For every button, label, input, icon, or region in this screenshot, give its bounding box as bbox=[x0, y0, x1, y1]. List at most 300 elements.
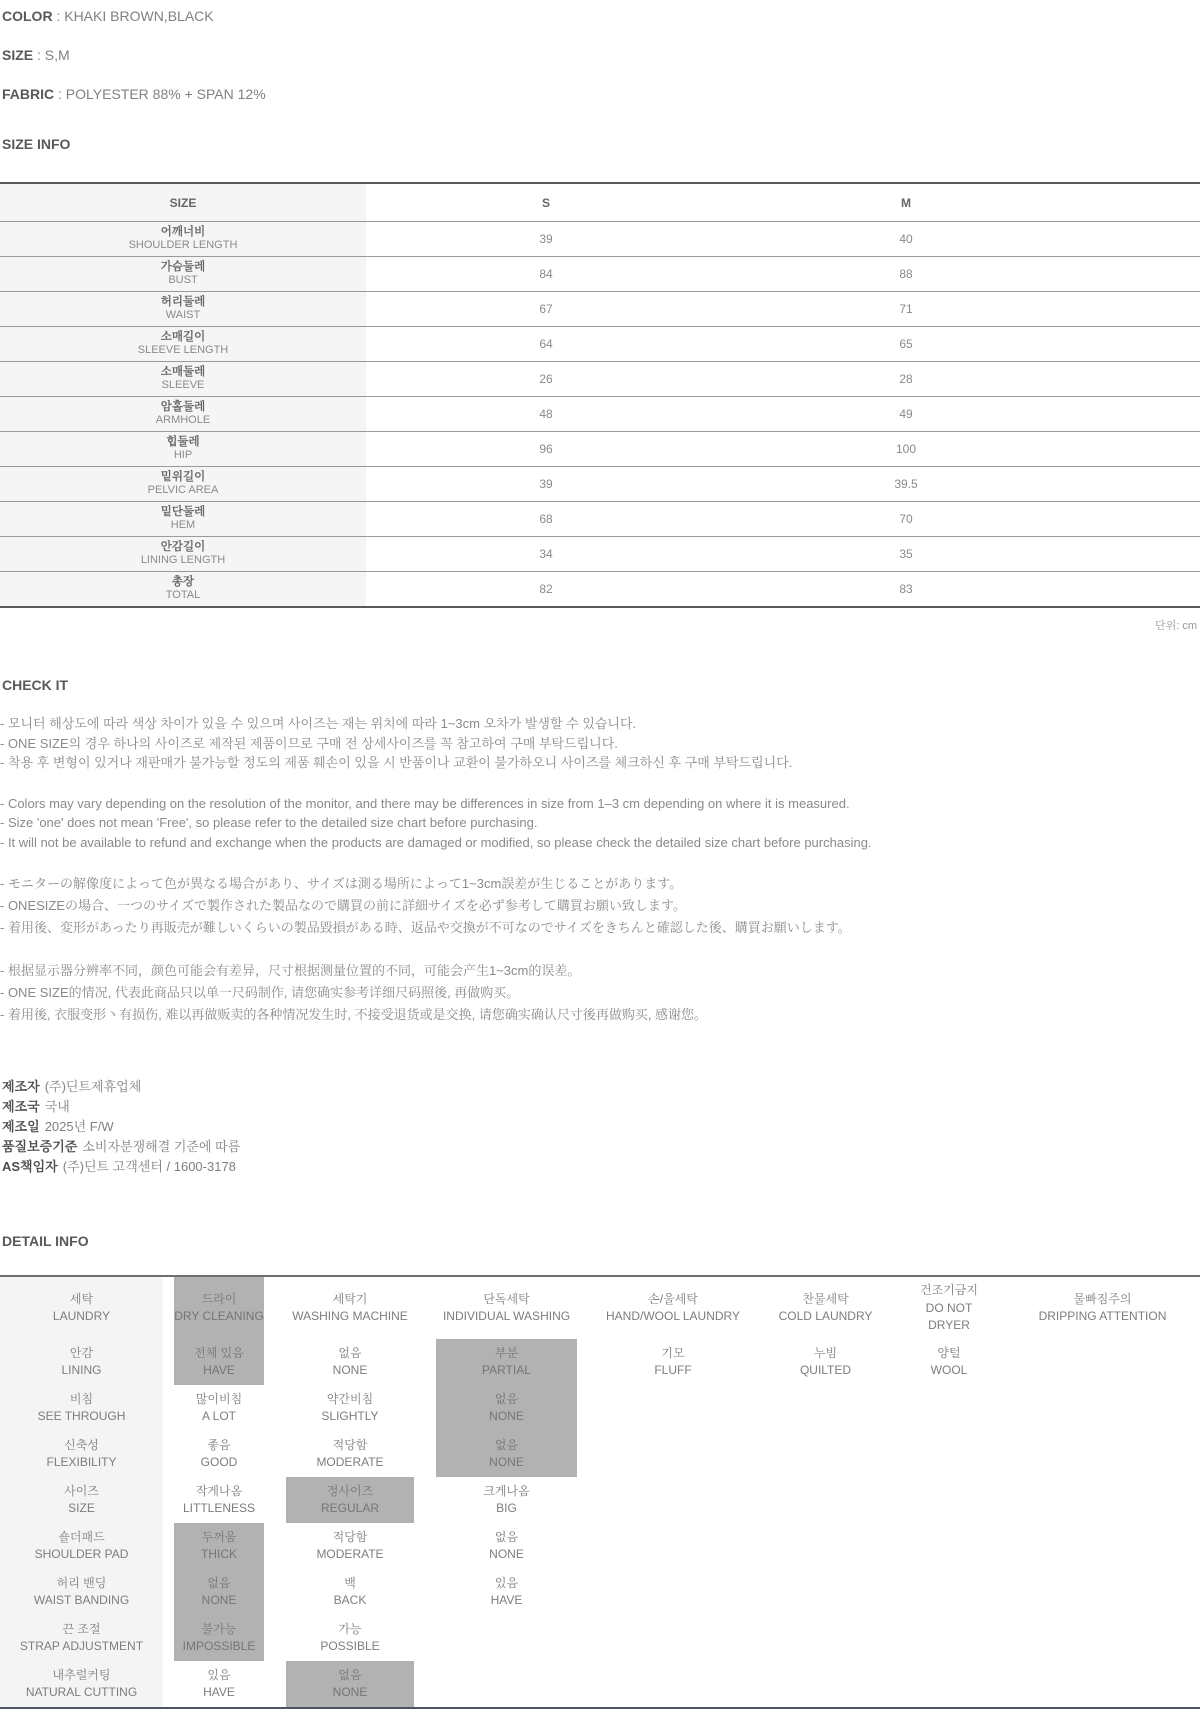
check-it-line: - 根据显示器分辨率不同，颜色可能会有差异，尺寸根据测量位置的不同，可能会产生1~3cm的误差。 bbox=[0, 963, 581, 979]
detail-row-label-ko: 신축성 bbox=[64, 1437, 99, 1452]
manufacturer-value: 소비자분쟁해결 기준에 따름 bbox=[82, 1138, 241, 1154]
spec-label: FABRIC bbox=[2, 86, 55, 102]
detail-empty bbox=[769, 1523, 882, 1569]
detail-row-label-ko: 허리 밴딩 bbox=[56, 1575, 107, 1590]
detail-option-en: MODERATE bbox=[316, 1547, 384, 1562]
detail-empty-cell bbox=[893, 1661, 1005, 1707]
detail-option-cell bbox=[425, 1277, 588, 1339]
manufacturer-line bbox=[2, 1117, 1200, 1137]
measurement-label bbox=[0, 467, 366, 502]
detail-empty-cell bbox=[1005, 1477, 1200, 1523]
detail-option bbox=[286, 1277, 414, 1339]
detail-option-cell bbox=[275, 1477, 425, 1523]
detail-empty bbox=[769, 1615, 882, 1661]
detail-option-cell bbox=[163, 1523, 275, 1569]
check-it-line: - 着用後, 衣服变形丶有损伤, 难以再做贩卖的各种情况发生时, 不接受退货或是交换, 请您确实确认尺寸後再做购买, 感谢您。 bbox=[0, 1007, 708, 1023]
manufacturer-label: AS책임자 bbox=[2, 1159, 58, 1175]
detail-row-label-ko: 내추럴커팅 bbox=[52, 1667, 111, 1682]
detail-empty-cell bbox=[588, 1385, 758, 1431]
detail-empty-cell bbox=[758, 1523, 893, 1569]
detail-row-label bbox=[0, 1477, 163, 1523]
check-it-line: - ONE SIZE的情况, 代表此商品只以单一尺码制作, 请您确实参考详细尺码照後, 再做购买。 bbox=[0, 985, 520, 1001]
detail-option-en: IMPOSSIBLE bbox=[182, 1639, 256, 1654]
measurement-value-m: 49 bbox=[726, 397, 1086, 432]
detail-option-cell bbox=[893, 1339, 1005, 1385]
detail-row-label-en: SIZE bbox=[68, 1501, 95, 1516]
check-it-block-ko bbox=[0, 714, 1200, 773]
detail-row-label-ko: 숄더패드 bbox=[58, 1529, 105, 1544]
row-spacer bbox=[1086, 222, 1200, 257]
detail-option-cell bbox=[163, 1277, 275, 1339]
detail-row-label bbox=[0, 1569, 163, 1615]
detail-option-cell bbox=[275, 1431, 425, 1477]
detail-empty bbox=[769, 1477, 882, 1523]
detail-option-en: GOOD bbox=[200, 1455, 238, 1470]
detail-option-ko: 불가능 bbox=[201, 1621, 237, 1636]
size-table-header bbox=[0, 183, 1200, 222]
detail-option-cell bbox=[893, 1277, 1005, 1339]
detail-option-cell bbox=[163, 1339, 275, 1385]
manufacturer-line bbox=[2, 1137, 1200, 1157]
detail-option-cell bbox=[588, 1339, 758, 1385]
measurement-value-m: 100 bbox=[726, 432, 1086, 467]
spec-label: SIZE bbox=[2, 47, 34, 63]
detail-empty bbox=[1016, 1431, 1189, 1477]
measurement-value-s: 84 bbox=[366, 257, 726, 292]
detail-empty-cell bbox=[1005, 1385, 1200, 1431]
manufacturer-value: (주)딘트제휴업체 bbox=[44, 1078, 142, 1094]
detail-option-cell bbox=[163, 1661, 275, 1707]
detail-empty-cell bbox=[588, 1615, 758, 1661]
detail-option-en: INDIVIDUAL WASHING bbox=[442, 1309, 571, 1324]
measurement-label-ko: 허리둘레 bbox=[160, 295, 206, 308]
detail-empty-cell bbox=[1005, 1431, 1200, 1477]
measurement-value-s: 48 bbox=[366, 397, 726, 432]
detail-option-selected bbox=[436, 1385, 577, 1431]
measurement-label-en: WAIST bbox=[165, 309, 201, 322]
detail-info-title: DETAIL INFO bbox=[2, 1233, 89, 1250]
detail-empty bbox=[599, 1431, 747, 1477]
detail-row bbox=[0, 1339, 1200, 1385]
row-spacer bbox=[1086, 432, 1200, 467]
measurement-label-ko: 어깨너비 bbox=[160, 225, 206, 238]
detail-option-en: FLUFF bbox=[654, 1363, 692, 1378]
measurement-value-m: 88 bbox=[726, 257, 1086, 292]
row-spacer bbox=[1086, 537, 1200, 572]
detail-option-cell bbox=[275, 1523, 425, 1569]
detail-row-label bbox=[0, 1277, 163, 1339]
detail-empty bbox=[904, 1661, 994, 1707]
detail-option-cell bbox=[163, 1477, 275, 1523]
detail-option-en: BACK bbox=[333, 1593, 367, 1608]
detail-row-label-ko: 비침 bbox=[69, 1391, 94, 1406]
measurement-value-s: 96 bbox=[366, 432, 726, 467]
spec-value: S,M bbox=[44, 47, 70, 63]
spec-value: KHAKI BROWN,BLACK bbox=[64, 8, 214, 24]
size-col-header: M bbox=[726, 183, 1086, 222]
detail-option-cell bbox=[275, 1339, 425, 1385]
detail-empty bbox=[904, 1385, 994, 1431]
detail-option-en: POSSIBLE bbox=[320, 1639, 380, 1654]
measurement-label-en: LINING LENGTH bbox=[140, 554, 226, 567]
detail-option-ko: 가능 bbox=[338, 1621, 362, 1636]
detail-empty bbox=[769, 1431, 882, 1477]
size-table-header-row bbox=[0, 183, 1200, 222]
detail-empty bbox=[904, 1477, 994, 1523]
detail-option-cell bbox=[275, 1569, 425, 1615]
measurement-label-en: BUST bbox=[168, 274, 198, 287]
row-spacer bbox=[1086, 292, 1200, 327]
detail-option-en: DRIPPING ATTENTION bbox=[1038, 1309, 1167, 1324]
measurement-value-s: 67 bbox=[366, 292, 726, 327]
detail-option bbox=[174, 1477, 264, 1523]
detail-option-en: LITTLENESS bbox=[182, 1501, 256, 1516]
detail-option-cell bbox=[275, 1615, 425, 1661]
detail-option-ko: 많이비침 bbox=[195, 1391, 243, 1406]
detail-option-en: DO NOT DRYER bbox=[925, 1300, 973, 1332]
size-table-row bbox=[0, 397, 1200, 432]
detail-empty-cell bbox=[425, 1615, 588, 1661]
measurement-label-ko: 밑단둘레 bbox=[160, 505, 206, 518]
detail-option-en: NONE bbox=[489, 1455, 524, 1470]
detail-option-ko: 누빔 bbox=[813, 1345, 838, 1360]
detail-option-ko: 세탁기 bbox=[332, 1291, 368, 1306]
detail-option bbox=[286, 1615, 414, 1661]
detail-option bbox=[769, 1339, 882, 1385]
measurement-label bbox=[0, 292, 366, 327]
measurement-value-s: 39 bbox=[366, 467, 726, 502]
detail-option bbox=[286, 1431, 414, 1477]
detail-row bbox=[0, 1431, 1200, 1477]
detail-option-ko: 적당함 bbox=[332, 1529, 368, 1544]
detail-option-en: NONE bbox=[489, 1547, 524, 1562]
check-it-notes bbox=[0, 714, 1200, 1027]
size-table-row bbox=[0, 222, 1200, 257]
detail-empty bbox=[1016, 1569, 1189, 1615]
detail-option bbox=[174, 1385, 264, 1431]
manufacturer-line bbox=[2, 1097, 1200, 1117]
detail-empty bbox=[1016, 1661, 1189, 1707]
detail-empty bbox=[599, 1615, 747, 1661]
detail-option bbox=[599, 1339, 747, 1385]
detail-option-selected bbox=[174, 1523, 264, 1569]
detail-option-en: DRY CLEANING bbox=[174, 1309, 264, 1324]
row-spacer bbox=[1086, 502, 1200, 537]
detail-empty bbox=[436, 1661, 577, 1707]
detail-empty bbox=[769, 1661, 882, 1707]
detail-row-label bbox=[0, 1661, 163, 1707]
detail-option-en: QUILTED bbox=[799, 1363, 852, 1378]
measurement-value-m: 83 bbox=[899, 582, 913, 596]
detail-row-label bbox=[0, 1431, 163, 1477]
detail-row-label-ko: 세탁 bbox=[69, 1291, 94, 1306]
detail-option-ko: 찬물세탁 bbox=[802, 1291, 849, 1306]
product-spec-line bbox=[2, 86, 1200, 102]
detail-row bbox=[0, 1277, 1200, 1339]
size-table bbox=[0, 182, 1200, 608]
detail-option-selected bbox=[286, 1477, 414, 1523]
detail-option-cell bbox=[425, 1339, 588, 1385]
size-info-title: SIZE INFO bbox=[2, 136, 71, 152]
detail-option-ko: 물빠짐주의 bbox=[1073, 1291, 1132, 1306]
detail-option-cell bbox=[163, 1431, 275, 1477]
detail-option-cell bbox=[758, 1339, 893, 1385]
measurement-label-ko: 소매길이 bbox=[160, 330, 206, 343]
detail-option-ko: 없음 bbox=[494, 1391, 519, 1406]
check-it-line: - 착용 후 변형이 있거나 재판매가 불가능할 정도의 제품 훼손이 있을 시 반품이나 교환이 불가하오니 사이즈를 체크하신 후 구매 부탁드립니다. bbox=[0, 755, 793, 770]
row-spacer bbox=[1086, 257, 1200, 292]
detail-row bbox=[0, 1477, 1200, 1523]
detail-option-selected bbox=[174, 1569, 264, 1615]
detail-option-en: THICK bbox=[201, 1547, 237, 1562]
detail-row-label-en: SEE THROUGH bbox=[37, 1409, 126, 1424]
size-col-spacer bbox=[1086, 183, 1200, 222]
detail-option-ko: 없음 bbox=[338, 1345, 362, 1360]
detail-option bbox=[174, 1431, 264, 1477]
detail-row bbox=[0, 1385, 1200, 1431]
detail-option bbox=[286, 1385, 414, 1431]
size-table-row bbox=[0, 537, 1200, 572]
detail-row-label bbox=[0, 1615, 163, 1661]
measurement-label-ko: 밑위길이 bbox=[160, 470, 206, 483]
detail-option-selected bbox=[286, 1661, 414, 1707]
check-it-title: CHECK IT bbox=[2, 677, 69, 693]
size-table-row bbox=[0, 362, 1200, 397]
check-it-line: - Colors may vary depending on the resolution of the monitor, and there may be differences in size from 1–3 cm depending on where it is measured. bbox=[0, 795, 850, 811]
detail-row-label-en: STRAP ADJUSTMENT bbox=[19, 1639, 144, 1654]
measurement-label-en: TOTAL bbox=[165, 589, 201, 602]
check-it-line: - ONESIZEの場合、一つのサイズで製作された製品なので購買の前に詳細サイズを必ず参考して購買お願い致します。 bbox=[0, 898, 686, 914]
detail-option-en: WOOL bbox=[930, 1363, 968, 1378]
detail-empty-cell bbox=[758, 1661, 893, 1707]
detail-empty bbox=[904, 1431, 994, 1477]
detail-row-label-en: SHOULDER PAD bbox=[34, 1547, 129, 1562]
detail-option-selected bbox=[174, 1339, 264, 1385]
detail-option-ko: 기모 bbox=[661, 1345, 685, 1360]
row-spacer bbox=[1086, 572, 1200, 608]
detail-option-cell bbox=[425, 1477, 588, 1523]
detail-empty-cell bbox=[588, 1569, 758, 1615]
check-it-line: - 모니터 해상도에 따라 색상 차이가 있을 수 있으며 사이즈는 재는 위치에 따라 1~3cm 오차가 발생할 수 있습니다. bbox=[0, 716, 637, 731]
detail-option-ko: 없음 bbox=[494, 1529, 519, 1544]
detail-empty-cell bbox=[893, 1477, 1005, 1523]
detail-option-en: SLIGHTLY bbox=[321, 1409, 379, 1424]
measurement-label-ko: 가슴둘레 bbox=[160, 260, 206, 273]
measurement-label bbox=[0, 222, 366, 257]
detail-option-ko: 좋음 bbox=[207, 1437, 231, 1452]
detail-option-en: PARTIAL bbox=[482, 1363, 531, 1378]
detail-option bbox=[904, 1277, 994, 1339]
measurement-label-en: PELVIC AREA bbox=[147, 484, 219, 497]
detail-option-cell bbox=[588, 1277, 758, 1339]
measurement-value-m: 28 bbox=[726, 362, 1086, 397]
spec-label: COLOR bbox=[2, 8, 53, 24]
detail-empty-cell bbox=[425, 1661, 588, 1707]
detail-empty-cell bbox=[588, 1661, 758, 1707]
detail-option-ko: 드라이 bbox=[201, 1291, 237, 1306]
detail-empty-cell bbox=[893, 1523, 1005, 1569]
product-spec-line bbox=[2, 47, 1200, 63]
detail-empty bbox=[599, 1661, 747, 1707]
detail-row bbox=[0, 1523, 1200, 1569]
detail-empty bbox=[904, 1523, 994, 1569]
manufacturer-label: 제조일 bbox=[2, 1118, 40, 1134]
size-table-row bbox=[0, 432, 1200, 467]
detail-option bbox=[174, 1661, 264, 1707]
measurement-value-m: 70 bbox=[726, 502, 1086, 537]
detail-option-en: REGULAR bbox=[320, 1501, 379, 1516]
detail-row bbox=[0, 1569, 1200, 1615]
detail-option-cell bbox=[425, 1431, 588, 1477]
detail-option bbox=[1016, 1277, 1189, 1339]
detail-option-cell bbox=[275, 1385, 425, 1431]
size-table-row bbox=[0, 327, 1200, 362]
detail-option-selected bbox=[436, 1431, 577, 1477]
detail-empty bbox=[436, 1615, 577, 1661]
detail-option-ko: 크게나옴 bbox=[483, 1483, 530, 1498]
manufacturer-value: (주)딘트 고객센터 / 1600-3178 bbox=[62, 1159, 236, 1175]
detail-option-en: NONE bbox=[332, 1685, 368, 1700]
detail-empty-cell bbox=[1005, 1569, 1200, 1615]
measurement-value-s: 64 bbox=[366, 327, 726, 362]
detail-empty bbox=[1016, 1615, 1189, 1661]
detail-empty-cell bbox=[758, 1569, 893, 1615]
detail-option-ko: 전체 있음 bbox=[194, 1345, 244, 1360]
detail-option-ko: 부분 bbox=[494, 1345, 519, 1360]
detail-row-label-en: LAUNDRY bbox=[52, 1309, 111, 1324]
manufacturer-label: 제조자 bbox=[2, 1078, 40, 1094]
detail-option-ko: 있음 bbox=[494, 1575, 519, 1590]
detail-row-label bbox=[0, 1339, 163, 1385]
detail-option-selected bbox=[436, 1339, 577, 1385]
detail-empty-cell bbox=[588, 1523, 758, 1569]
measurement-label-en: ARMHOLE bbox=[155, 414, 211, 427]
detail-option-en: BIG bbox=[496, 1501, 517, 1516]
detail-option bbox=[286, 1339, 414, 1385]
check-it-line: - 着用後、変形があったり再販売が難しいくらいの製品毀損がある時、返品や交換が不可なのでサイズをきちんと確認した後、購買お願いします。 bbox=[0, 920, 851, 936]
detail-empty bbox=[599, 1523, 747, 1569]
manufacturer-line bbox=[2, 1157, 1200, 1177]
detail-empty bbox=[1016, 1477, 1189, 1523]
detail-row-label-en: NATURAL CUTTING bbox=[25, 1685, 138, 1700]
detail-empty-cell bbox=[893, 1569, 1005, 1615]
detail-option-ko: 적당함 bbox=[332, 1437, 368, 1452]
detail-option-en: NONE bbox=[489, 1409, 524, 1424]
detail-empty-cell bbox=[758, 1615, 893, 1661]
detail-option-cell bbox=[425, 1569, 588, 1615]
detail-row-label-en: FLEXIBILITY bbox=[46, 1455, 117, 1470]
measurement-label bbox=[0, 537, 366, 572]
measurement-label bbox=[0, 502, 366, 537]
detail-option bbox=[599, 1277, 747, 1339]
detail-option-ko: 없음 bbox=[207, 1575, 231, 1590]
detail-option-ko: 양털 bbox=[937, 1345, 961, 1360]
spec-separator: : bbox=[54, 86, 66, 102]
detail-option-ko: 손/울세탁 bbox=[648, 1291, 698, 1306]
detail-empty bbox=[1016, 1339, 1189, 1385]
measurement-value-m: 39.5 bbox=[726, 467, 1086, 502]
measurement-value-m: 65 bbox=[726, 327, 1086, 362]
detail-info-grid bbox=[0, 1275, 1200, 1709]
measurement-label-ko: 암홀둘레 bbox=[160, 400, 206, 413]
size-table-row bbox=[0, 502, 1200, 537]
detail-option bbox=[286, 1523, 414, 1569]
detail-option-ko: 없음 bbox=[494, 1437, 519, 1452]
product-spec-line bbox=[2, 8, 1200, 24]
spec-separator: : bbox=[33, 47, 45, 63]
measurement-value-m: 35 bbox=[726, 537, 1086, 572]
measurement-label-ko: 안감길이 bbox=[160, 540, 206, 553]
manufacturer-value: 국내 bbox=[44, 1098, 70, 1114]
detail-empty bbox=[599, 1477, 747, 1523]
detail-option-en: HAVE bbox=[203, 1363, 235, 1378]
check-it-line: - Size 'one' does not mean 'Free', so please refer to the detailed size chart before purchasing. bbox=[0, 815, 538, 830]
detail-option-ko: 백 bbox=[344, 1575, 356, 1590]
detail-option-ko: 두꺼움 bbox=[201, 1529, 237, 1544]
measurement-value-s: 34 bbox=[366, 537, 726, 572]
detail-empty bbox=[769, 1385, 882, 1431]
measurement-label-en: HIP bbox=[173, 449, 193, 462]
detail-empty bbox=[904, 1615, 994, 1661]
detail-empty bbox=[1016, 1385, 1189, 1431]
product-info-page bbox=[0, 8, 1200, 1709]
detail-row-label-en: LINING bbox=[61, 1363, 102, 1378]
manufacturer-line bbox=[2, 1077, 1200, 1097]
detail-option-selected bbox=[174, 1615, 264, 1661]
detail-row bbox=[0, 1661, 1200, 1707]
measurement-label bbox=[0, 327, 366, 362]
measurement-label-ko: 총장 bbox=[171, 575, 195, 588]
measurement-value-m: 71 bbox=[726, 292, 1086, 327]
detail-row-label-ko: 끈 조절 bbox=[62, 1621, 101, 1636]
check-it-line: - モニターの解像度によって色が異なる場合があり、サイズは測る場所によって1~3cm誤差が生じることがあります。 bbox=[0, 876, 683, 891]
detail-row-label-ko: 안감 bbox=[69, 1345, 94, 1360]
detail-option-cell bbox=[163, 1385, 275, 1431]
unit-note: 단위: cm bbox=[1154, 620, 1197, 632]
detail-option-cell bbox=[758, 1277, 893, 1339]
measurement-value-s: 39 bbox=[366, 222, 726, 257]
measurement-label bbox=[0, 397, 366, 432]
detail-empty-cell bbox=[1005, 1615, 1200, 1661]
measurement-label bbox=[0, 257, 366, 292]
check-it-block-en bbox=[0, 794, 1200, 853]
manufacturer-label: 품질보증기준 bbox=[2, 1138, 78, 1154]
detail-option-selected bbox=[174, 1277, 264, 1339]
check-it-block-zh bbox=[0, 960, 1200, 1026]
detail-empty-cell bbox=[1005, 1339, 1200, 1385]
detail-option-cell bbox=[425, 1385, 588, 1431]
detail-option-en: WASHING MACHINE bbox=[292, 1309, 408, 1324]
detail-option bbox=[436, 1523, 577, 1569]
detail-option-cell bbox=[275, 1661, 425, 1707]
detail-empty-cell bbox=[1005, 1661, 1200, 1707]
detail-option bbox=[904, 1339, 994, 1385]
measurement-value-s: 82 bbox=[539, 582, 553, 596]
detail-option bbox=[436, 1477, 577, 1523]
measurement-label-en: HEM bbox=[170, 519, 196, 532]
size-table-row bbox=[0, 467, 1200, 502]
detail-option-en: COLD LAUNDRY bbox=[778, 1309, 873, 1324]
detail-option-en: NONE bbox=[201, 1593, 237, 1608]
measurement-label bbox=[0, 432, 366, 467]
detail-empty-cell bbox=[893, 1615, 1005, 1661]
detail-empty bbox=[769, 1569, 882, 1615]
detail-option-ko: 있음 bbox=[207, 1667, 231, 1682]
size-col-header: SIZE bbox=[0, 183, 366, 222]
detail-option-en: A LOT bbox=[201, 1409, 236, 1424]
detail-empty bbox=[904, 1569, 994, 1615]
detail-option bbox=[436, 1277, 577, 1339]
